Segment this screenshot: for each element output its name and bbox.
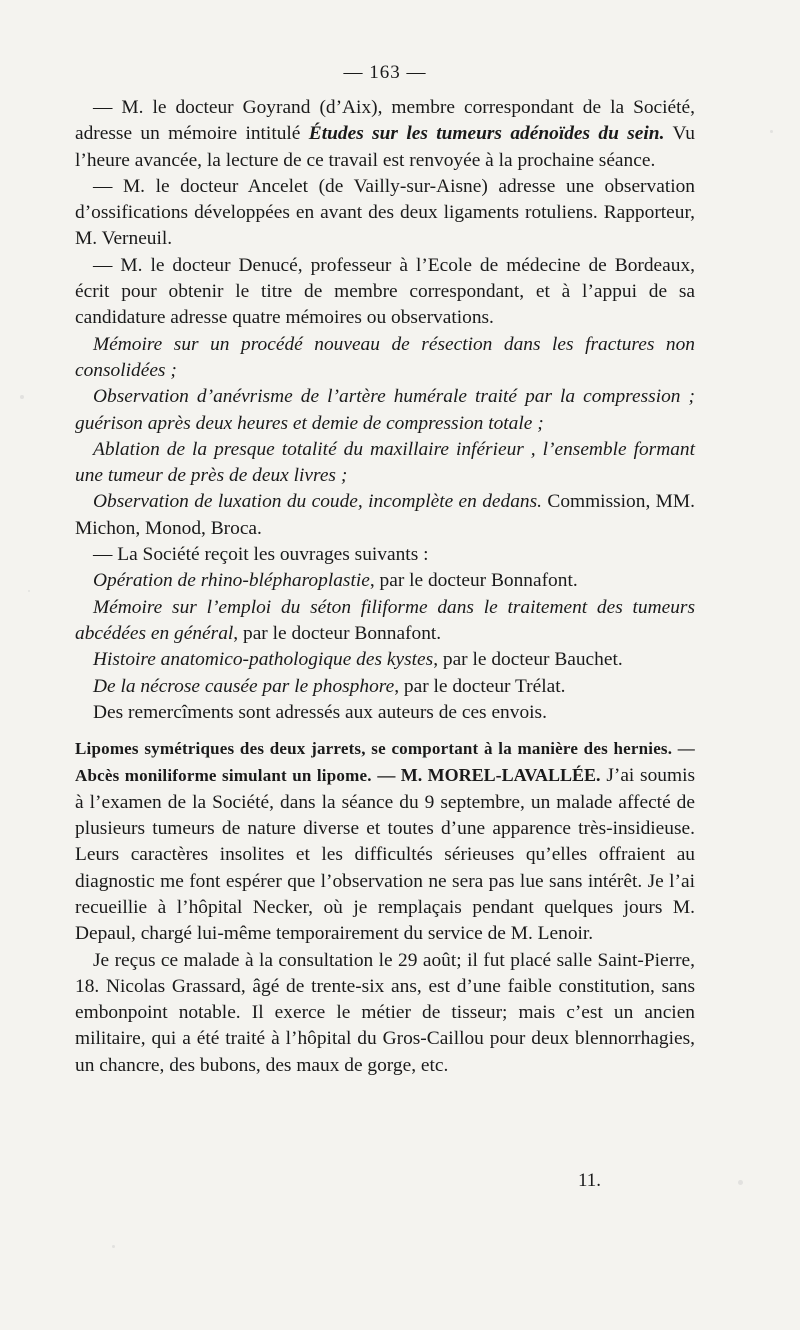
received-item-1 xyxy=(75,568,695,594)
received-author-1: , par le docteur Bonnafont. xyxy=(369,570,578,592)
paragraph-denuce: — M. le docteur Denucé, professeur à l’Ecole de médecine de Bordeaux, écrit pour obtenir le titre de membre correspondant, et à l’appui de sa candidature adresse quatre mémoires ou observations. xyxy=(75,254,695,329)
paragraph-commission-tail: Commission, MM. Michon, Monod, Broca. xyxy=(75,491,695,539)
section-body: J’ai soumis à l’examen de la Société, dans la séance du 9 septembre, un malade affecté de plusieurs tumeurs de nature diverse et toutes d’une apparence très-insidieuse. Leurs caractères insolites et les difficultés sérieuses qu’elles offraient au diagnostic me font espérer que l’observation ne sera pas lue sans intérêt. Je l’ai recueillie à l’hôpital Necker, où je remplaçais pendant quelques jours M. Depaul, chargé lui-même temporairement du service de M. Lenoir. xyxy=(75,765,695,945)
paper-speck xyxy=(20,395,24,399)
received-item-2 xyxy=(75,595,695,648)
section-spacer xyxy=(75,726,695,736)
paragraph-thanks: Des remercîments sont adressés aux auteurs de ces envois. xyxy=(93,701,547,723)
work-item-2: Observation d’anévrisme de l’artère humérale traité par la compression ; guérison après deux heures et demie de compression totale ; xyxy=(75,386,695,434)
page-body xyxy=(75,95,695,1079)
received-title-3: Histoire anatomico-pathologique des kystes xyxy=(93,649,434,671)
page-number: — 163 — xyxy=(343,62,427,83)
received-title-1: Opération de rhino-blépharoplastie xyxy=(93,570,370,592)
paragraph-ancelet: — M. le docteur Ancelet (de Vailly-sur-Aisne) adresse une observation d’ossifications développées en avant des deux ligaments rotuliens. Rapporteur, M. Verneuil. xyxy=(75,175,695,250)
received-author-3: , par le docteur Bauchet. xyxy=(433,649,623,671)
received-title-2: Mémoire sur l’emploi du séton filiforme dans le traitement des tumeurs abcédées en général xyxy=(75,596,695,644)
paragraph-goyrand-lead: — M. le docteur Goyrand (d’Aix), membre correspondant de la Société, adresse un mémoire intitulé xyxy=(75,97,695,145)
paragraph-received: — La Société reçoit les ouvrages suivants : xyxy=(93,544,429,566)
work-item-4: Observation de luxation du coude, incomplète en dedans. xyxy=(93,491,543,513)
signature-mark: 11. xyxy=(578,1170,602,1191)
section-heading: Lipomes symétriques des deux jarrets, se comportant à la manière des hernies. — Abcès moniliforme simulant un lipome. xyxy=(75,739,695,786)
paragraph-goyrand-title: Études sur les tumeurs adénoïdes du sein. xyxy=(308,123,665,145)
work-item-1: Mémoire sur un procédé nouveau de résection dans les fractures non consolidées ; xyxy=(75,333,695,381)
paper-speck xyxy=(28,590,30,592)
paper-speck xyxy=(112,1245,115,1248)
work-item-3: Ablation de la presque totalité du maxillaire inférieur , l’ensemble formant une tumeur de près de deux livres ; xyxy=(75,438,695,487)
paper-speck xyxy=(738,1180,743,1185)
received-item-3 xyxy=(75,647,695,673)
paragraph-commission xyxy=(75,489,695,542)
paper-speck xyxy=(770,130,773,133)
received-author-4: , par le docteur Trélat. xyxy=(394,675,566,697)
paragraph-goyrand xyxy=(75,95,695,174)
paragraph-patient: Je reçus ce malade à la consultation le 29 août; il fut placé salle Saint-Pierre, 18. Nicolas Grassard, âgé de trente-six ans, est d’une faible constitution, sans embonpoint notable. Il exerce le métier de tisseur; mais c’est un ancien militaire, qui a été traité à l’hôpital du Gros-Caillou pour deux blennorrhagies, un chancre, des bubons, des maux de gorge, etc. xyxy=(75,949,695,1076)
section-lipomes xyxy=(75,736,695,947)
section-author: — M. MOREL-LAVALLÉE. xyxy=(377,765,601,786)
paragraph-goyrand-tail: Vu l’heure avancée, la lecture de ce travail est renvoyée à la prochaine séance. xyxy=(75,123,695,171)
received-title-4: De la nécrose causée par le phosphore xyxy=(93,675,395,697)
received-author-2: , par le docteur Bonnafont. xyxy=(233,622,442,644)
received-item-4 xyxy=(75,674,695,700)
